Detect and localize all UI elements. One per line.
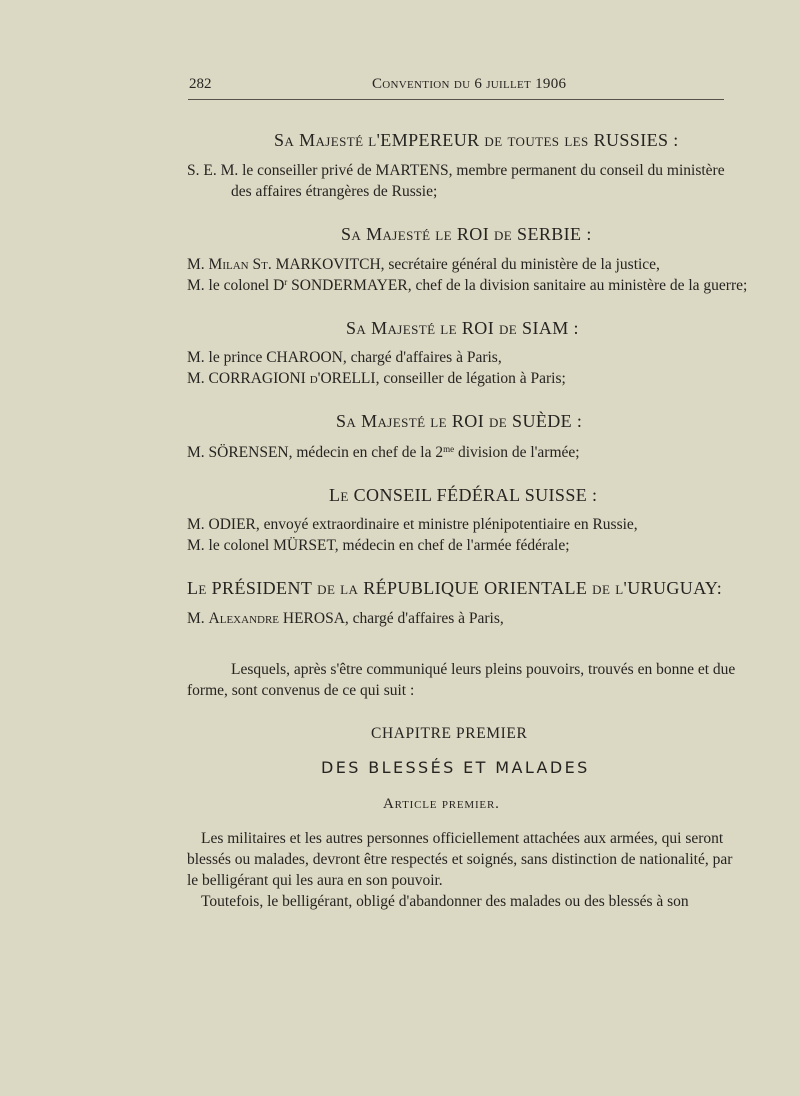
serbia-delegate-2-prefix: M. le colonel D bbox=[187, 277, 285, 294]
serbia-delegate-2 bbox=[187, 277, 747, 295]
sweden-delegate-1 bbox=[187, 444, 580, 462]
heading-russia-sovereign: EMPEREUR bbox=[380, 130, 480, 150]
sweden-delegate-1-sup: me bbox=[443, 444, 455, 454]
heading-uruguay-country: URUGUAY bbox=[627, 578, 717, 598]
heading-serbia-end: : bbox=[581, 224, 592, 244]
serbia-delegate-1-rest: MARKOVITCH, secrétaire général du ministère de la justice, bbox=[271, 256, 660, 273]
heading-siam bbox=[346, 318, 579, 339]
heading-serbia-mid: de bbox=[489, 224, 518, 244]
heading-serbia bbox=[341, 224, 592, 245]
heading-russia-pre: Sa Majesté l' bbox=[274, 130, 381, 150]
article-1-line-1: Les militaires et les autres personnes officiellement attachées aux armées, qui seront bbox=[201, 830, 724, 847]
uruguay-delegate-1-prefix: M. bbox=[187, 610, 209, 627]
article-1-line-2: blessés ou malades, devront être respectés et soignés, sans distinction de nationalité, par bbox=[187, 851, 733, 868]
heading-sweden-country: SUÈDE bbox=[512, 411, 573, 431]
preamble-line-1: Lesquels, après s'être communiqué leurs pleins pouvoirs, trouvés en bonne et due bbox=[231, 661, 736, 678]
heading-sweden-sovereign: ROI bbox=[451, 411, 485, 431]
heading-switzerland bbox=[329, 485, 597, 506]
heading-serbia-country: SERBIE bbox=[517, 224, 582, 244]
chapter-title: DES BLESSÉS ET MALADES bbox=[321, 758, 590, 777]
heading-serbia-sovereign: ROI bbox=[456, 224, 490, 244]
switzerland-delegate-2: M. le colonel MÜRSET, médecin en chef de l'armée fédérale; bbox=[187, 537, 570, 554]
uruguay-delegate-1 bbox=[187, 610, 504, 628]
heading-uruguay-pre: Le bbox=[187, 578, 212, 598]
siam-delegate-1: M. le prince CHAROON, chargé d'affaires à Paris, bbox=[187, 349, 502, 366]
siam-delegate-2-rest: ORELLI, conseiller de légation à Paris; bbox=[320, 370, 566, 387]
heading-uruguay bbox=[187, 578, 722, 599]
heading-serbia-pre: Sa Majesté le bbox=[341, 224, 457, 244]
serbia-delegate-1-prefix: M. bbox=[187, 256, 209, 273]
preamble-line-2: forme, sont convenus de ce qui suit : bbox=[187, 682, 415, 699]
russia-delegate-line-1: S. E. M. le conseiller privé de MARTENS, membre permanent du conseil du ministère bbox=[187, 162, 725, 179]
uruguay-delegate-1-name: Alexandre bbox=[208, 610, 280, 627]
heading-siam-country: SIAM bbox=[522, 318, 569, 338]
sweden-delegate-1-prefix: M. SÖRENSEN, médecin en chef de la 2 bbox=[187, 444, 444, 461]
siam-delegate-2 bbox=[187, 370, 566, 388]
page-number: 282 bbox=[189, 76, 212, 92]
heading-uruguay-republic: RÉPUBLIQUE ORIENTALE bbox=[363, 578, 588, 598]
serbia-delegate-2-sup: r bbox=[284, 277, 288, 287]
serbia-delegate-1-name: Milan St. bbox=[208, 256, 272, 273]
sweden-delegate-1-rest: division de l'armée; bbox=[454, 444, 580, 461]
running-header-title: Convention du 6 juillet 1906 bbox=[372, 76, 567, 92]
serbia-delegate-1 bbox=[187, 256, 660, 274]
header-rule bbox=[188, 99, 724, 100]
uruguay-delegate-1-rest: HEROSA, chargé d'affaires à Paris, bbox=[279, 610, 504, 627]
chapter-label: CHAPITRE PREMIER bbox=[371, 725, 528, 742]
heading-switzerland-body: CONSEIL FÉDÉRAL SUISSE bbox=[353, 485, 588, 505]
heading-uruguay-office: PRÉSIDENT bbox=[211, 578, 313, 598]
article-label: Article premier. bbox=[383, 796, 500, 812]
heading-sweden-pre: Sa Majesté le bbox=[336, 411, 452, 431]
siam-delegate-2-prefix: M. CORRAGIONI bbox=[187, 370, 310, 387]
switzerland-delegate-1: M. ODIER, envoyé extraordinaire et ministre plénipotentiaire en Russie, bbox=[187, 516, 638, 533]
heading-russia-country: RUSSIES bbox=[593, 130, 669, 150]
article-1-line-4: Toutefois, le belligérant, obligé d'abandonner des malades ou des blessés à son bbox=[201, 893, 689, 910]
heading-uruguay-mid-2: de l' bbox=[587, 578, 628, 598]
article-1-line-3: le belligérant qui les aura en son pouvoir. bbox=[187, 872, 443, 889]
heading-russia-end: : bbox=[668, 130, 679, 150]
heading-sweden-end: : bbox=[572, 411, 583, 431]
heading-uruguay-mid-1: de la bbox=[312, 578, 364, 598]
heading-russia bbox=[274, 130, 679, 151]
heading-siam-sovereign: ROI bbox=[461, 318, 495, 338]
heading-uruguay-end: : bbox=[716, 578, 723, 598]
heading-siam-pre: Sa Majesté le bbox=[346, 318, 462, 338]
siam-delegate-2-particle: d' bbox=[309, 370, 321, 387]
heading-siam-end: : bbox=[568, 318, 579, 338]
heading-siam-mid: de bbox=[494, 318, 523, 338]
heading-russia-mid: de toutes les bbox=[479, 130, 594, 150]
russia-delegate-line-2: des affaires étrangères de Russie; bbox=[231, 183, 438, 200]
heading-switzerland-pre: Le bbox=[329, 485, 354, 505]
heading-switzerland-end: : bbox=[587, 485, 598, 505]
serbia-delegate-2-rest: SONDERMAYER, chef de la division sanitaire au ministère de la guerre; bbox=[287, 277, 748, 294]
heading-sweden bbox=[336, 411, 582, 432]
heading-sweden-mid: de bbox=[484, 411, 513, 431]
